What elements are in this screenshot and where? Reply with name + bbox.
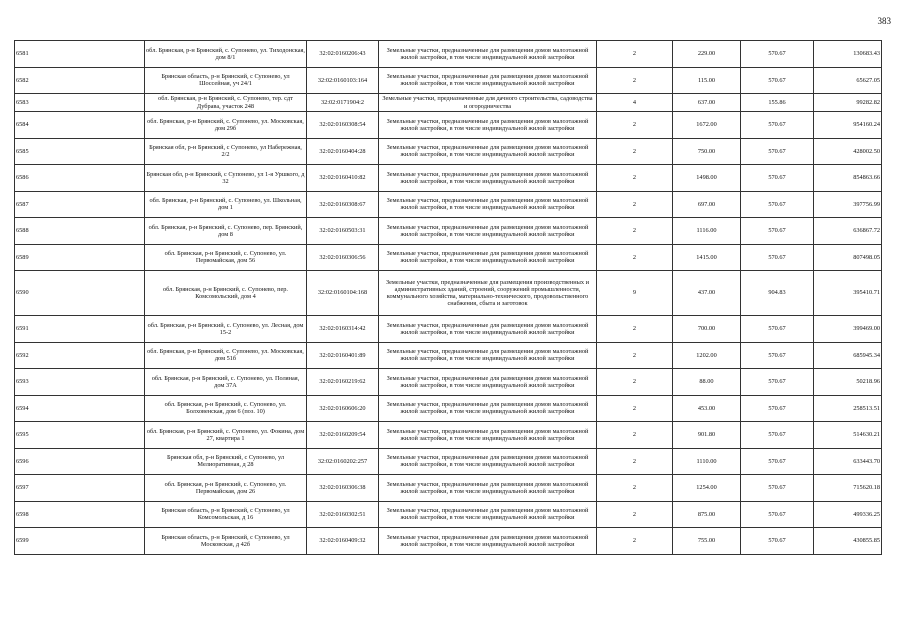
cadastral-number-cell: 32:02:0160103:164 (307, 67, 379, 94)
land-use-cell: Земельные участки, предназначенные для размещения домов малоэтажной жилой застройки, в том числе индивидуальной жилой застройки (379, 342, 597, 369)
table-row (15, 395, 882, 422)
row-number: 6586 (15, 165, 145, 192)
table-row (15, 218, 882, 245)
area-cell: 115.00 (673, 67, 741, 94)
cadastral-value-cell: 395410.71 (814, 271, 882, 316)
table-row (15, 271, 882, 316)
cadastral-value-cell: 399469.00 (814, 316, 882, 343)
address-cell: обл. Брянская, р-н Брянский, с. Супонево, ул. Поляная, дом 37А (145, 369, 307, 396)
class-cell: 2 (597, 448, 673, 475)
specific-value-cell: 570.67 (741, 244, 814, 271)
class-cell: 2 (597, 67, 673, 94)
table-row (15, 528, 882, 555)
land-use-cell: Земельные участки, предназначенные для размещения домов малоэтажной жилой застройки, в том числе индивидуальной жилой застройки (379, 395, 597, 422)
class-cell: 2 (597, 395, 673, 422)
land-use-cell: Земельные участки, предназначенные для размещения домов малоэтажной жилой застройки, в том числе индивидуальной жилой застройки (379, 475, 597, 502)
specific-value-cell: 570.67 (741, 395, 814, 422)
specific-value-cell: 570.67 (741, 165, 814, 192)
area-cell: 229.00 (673, 41, 741, 68)
address-cell: обл. Брянская, р-н Брянский, с. Супонево, ул. Первомайская, дом 56 (145, 244, 307, 271)
page-number: 383 (877, 16, 891, 26)
row-number: 6597 (15, 475, 145, 502)
area-cell: 755.00 (673, 528, 741, 555)
cadastral-number-cell: 32:02:0160401:89 (307, 342, 379, 369)
land-use-cell: Земельные участки, предназначенные для размещения домов малоэтажной жилой застройки, в том числе индивидуальной жилой застройки (379, 369, 597, 396)
table-row (15, 369, 882, 396)
land-use-cell: Земельные участки, предназначенные для размещения домов малоэтажной жилой застройки, в том числе индивидуальной жилой застройки (379, 138, 597, 165)
cadastral-number-cell: 32:02:0160503:31 (307, 218, 379, 245)
address-cell: обл. Брянская, р-н Брянский, с. Супонево, ул. Болховенская, дом 6 (поз. 10) (145, 395, 307, 422)
cadastral-number-cell: 32:02:0160206:43 (307, 41, 379, 68)
cadastral-value-table (14, 40, 882, 555)
land-use-cell: Земельные участки, предназначенные для размещения домов малоэтажной жилой застройки, в том числе индивидуальной жилой застройки (379, 528, 597, 555)
address-cell: Брянская обл, р-н Брянский, с Супонево, ул Набережная, 2/2 (145, 138, 307, 165)
specific-value-cell: 570.67 (741, 112, 814, 139)
specific-value-cell: 155.86 (741, 94, 814, 112)
row-number: 6590 (15, 271, 145, 316)
area-cell: 453.00 (673, 395, 741, 422)
cadastral-number-cell: 32:02:0160410:82 (307, 165, 379, 192)
cadastral-number-cell: 32:02:0160308:67 (307, 191, 379, 218)
area-cell: 1254.00 (673, 475, 741, 502)
row-number: 6592 (15, 342, 145, 369)
row-number: 6593 (15, 369, 145, 396)
table-row (15, 501, 882, 528)
specific-value-cell: 570.67 (741, 448, 814, 475)
table-row (15, 342, 882, 369)
class-cell: 2 (597, 244, 673, 271)
cadastral-number-cell: 32:02:0160302:51 (307, 501, 379, 528)
table-row (15, 475, 882, 502)
address-cell: Брянская область, р-н Брянский, с Супонево, ул Шоссейная, уч 24/1 (145, 67, 307, 94)
table-body (15, 41, 882, 555)
row-number: 6581 (15, 41, 145, 68)
class-cell: 2 (597, 342, 673, 369)
specific-value-cell: 570.67 (741, 475, 814, 502)
address-cell: обл. Брянская, р-н Брянский, с. Супонево, пер. Комсомольский, дом 4 (145, 271, 307, 316)
specific-value-cell: 570.67 (741, 218, 814, 245)
row-number: 6594 (15, 395, 145, 422)
specific-value-cell: 570.67 (741, 191, 814, 218)
table-row (15, 165, 882, 192)
cadastral-number-cell: 32:02:0160308:54 (307, 112, 379, 139)
specific-value-cell: 904.83 (741, 271, 814, 316)
area-cell: 697.00 (673, 191, 741, 218)
address-cell: Брянская обл, р-н Брянский, с Супонево, ул 1-я Уршкого, д 32 (145, 165, 307, 192)
table-row (15, 448, 882, 475)
class-cell: 2 (597, 528, 673, 555)
land-use-cell: Земельные участки, предназначенные для размещения домов малоэтажной жилой застройки, в том числе индивидуальной жилой застройки (379, 191, 597, 218)
cadastral-value-cell: 499336.25 (814, 501, 882, 528)
class-cell: 4 (597, 94, 673, 112)
cadastral-number-cell: 32:02:0160606:20 (307, 395, 379, 422)
row-number: 6591 (15, 316, 145, 343)
area-cell: 875.00 (673, 501, 741, 528)
cadastral-value-cell: 99282.82 (814, 94, 882, 112)
cadastral-number-cell: 32:02:0160306:56 (307, 244, 379, 271)
specific-value-cell: 570.67 (741, 41, 814, 68)
cadastral-value-cell: 685945.34 (814, 342, 882, 369)
cadastral-value-cell: 715620.18 (814, 475, 882, 502)
class-cell: 2 (597, 422, 673, 449)
land-use-cell: Земельные участки, предназначенные для размещения домов малоэтажной жилой застройки, в том числе индивидуальной жилой застройки (379, 501, 597, 528)
row-number: 6588 (15, 218, 145, 245)
cadastral-number-cell: 32:02:0160404:28 (307, 138, 379, 165)
area-cell: 437.00 (673, 271, 741, 316)
area-cell: 1498.00 (673, 165, 741, 192)
cadastral-value-cell: 514630.21 (814, 422, 882, 449)
land-use-cell: Земельные участки, предназначенные для размещения домов малоэтажной жилой застройки, в том числе индивидуальной жилой застройки (379, 448, 597, 475)
address-cell: обл. Брянская, р-н Брянский, с. Супонево, пер. Брянский, дом 8 (145, 218, 307, 245)
row-number: 6584 (15, 112, 145, 139)
cadastral-value-cell: 854863.66 (814, 165, 882, 192)
land-use-cell: Земельные участки, предназначенные для размещения производственных и административных зданий, строений, сооружений промышленности, коммунального хозяйства, материально-технического, продовольственного снабжения, сбыта и заготовок (379, 271, 597, 316)
area-cell: 901.80 (673, 422, 741, 449)
cadastral-value-cell: 65627.05 (814, 67, 882, 94)
class-cell: 2 (597, 218, 673, 245)
row-number: 6589 (15, 244, 145, 271)
land-use-cell: Земельные участки, предназначенные для размещения домов малоэтажной жилой застройки, в том числе индивидуальной жилой застройки (379, 422, 597, 449)
table-row (15, 112, 882, 139)
class-cell: 2 (597, 165, 673, 192)
address-cell: обл. Брянская, р-н Брянский, с. Супонево, ул. Фокина, дом 27, квартира 1 (145, 422, 307, 449)
row-number: 6596 (15, 448, 145, 475)
cadastral-number-cell: 32:02:0171904:2 (307, 94, 379, 112)
land-use-cell: Земельные участки, предназначенные для размещения домов малоэтажной жилой застройки, в том числе индивидуальной жилой застройки (379, 67, 597, 94)
cadastral-number-cell: 32:02:0160209:54 (307, 422, 379, 449)
table-row (15, 67, 882, 94)
address-cell: обл. Брянская, р-н Брянский, с. Супонево, ул. Первомайская, дом 26 (145, 475, 307, 502)
land-use-cell: Земельные участки, предназначенные для дачного строительства, садоводства и огородничества (379, 94, 597, 112)
area-cell: 1415.00 (673, 244, 741, 271)
class-cell: 2 (597, 501, 673, 528)
cadastral-value-cell: 636867.72 (814, 218, 882, 245)
cadastral-value-cell: 430855.85 (814, 528, 882, 555)
class-cell: 2 (597, 369, 673, 396)
cadastral-number-cell: 32:02:0160409:32 (307, 528, 379, 555)
cadastral-value-cell: 807498.05 (814, 244, 882, 271)
area-cell: 1116.00 (673, 218, 741, 245)
row-number: 6583 (15, 94, 145, 112)
specific-value-cell: 570.67 (741, 369, 814, 396)
row-number: 6598 (15, 501, 145, 528)
class-cell: 2 (597, 138, 673, 165)
land-use-cell: Земельные участки, предназначенные для размещения домов малоэтажной жилой застройки, в том числе индивидуальной жилой застройки (379, 165, 597, 192)
cadastral-value-cell: 258513.51 (814, 395, 882, 422)
cadastral-value-cell: 130683.43 (814, 41, 882, 68)
table-row (15, 244, 882, 271)
area-cell: 88.00 (673, 369, 741, 396)
cadastral-value-cell: 954160.24 (814, 112, 882, 139)
land-use-cell: Земельные участки, предназначенные для размещения домов малоэтажной жилой застройки, в том числе индивидуальной жилой застройки (379, 244, 597, 271)
cadastral-number-cell: 32:02:0160314:42 (307, 316, 379, 343)
address-cell: Брянская обл, р-н Брянский, с Супонево, ул Мелиоративная, д 28 (145, 448, 307, 475)
table-row (15, 316, 882, 343)
specific-value-cell: 570.67 (741, 422, 814, 449)
land-use-cell: Земельные участки, предназначенные для размещения домов малоэтажной жилой застройки, в том числе индивидуальной жилой застройки (379, 41, 597, 68)
row-number: 6587 (15, 191, 145, 218)
class-cell: 2 (597, 41, 673, 68)
row-number: 6599 (15, 528, 145, 555)
class-cell: 2 (597, 475, 673, 502)
specific-value-cell: 570.67 (741, 138, 814, 165)
class-cell: 2 (597, 112, 673, 139)
cadastral-number-cell: 32:02:0160306:38 (307, 475, 379, 502)
land-use-cell: Земельные участки, предназначенные для размещения домов малоэтажной жилой застройки, в том числе индивидуальной жилой застройки (379, 316, 597, 343)
area-cell: 750.00 (673, 138, 741, 165)
cadastral-value-cell: 397756.99 (814, 191, 882, 218)
address-cell: обл. Брянская, р-н Брянский, с. Супонево, тер. сдт Дубрава, участок 248 (145, 94, 307, 112)
specific-value-cell: 570.67 (741, 342, 814, 369)
row-number: 6595 (15, 422, 145, 449)
table-row (15, 191, 882, 218)
class-cell: 2 (597, 316, 673, 343)
address-cell: обл. Брянская, р-н Брянский, с. Супонево, ул. Московская, дом 29б (145, 112, 307, 139)
specific-value-cell: 570.67 (741, 528, 814, 555)
area-cell: 637.00 (673, 94, 741, 112)
area-cell: 1202.00 (673, 342, 741, 369)
address-cell: обл. Брянская, р-н Брянский, с. Супонево, ул. Школьная, дом 1 (145, 191, 307, 218)
row-number: 6585 (15, 138, 145, 165)
specific-value-cell: 570.67 (741, 316, 814, 343)
class-cell: 9 (597, 271, 673, 316)
address-cell: Брянская область, р-н Брянский, с Супонево, ул Комсомольская, д 16 (145, 501, 307, 528)
specific-value-cell: 570.67 (741, 501, 814, 528)
land-use-cell: Земельные участки, предназначенные для размещения домов малоэтажной жилой застройки, в том числе индивидуальной жилой застройки (379, 218, 597, 245)
area-cell: 1110.00 (673, 448, 741, 475)
cadastral-value-cell: 50218.96 (814, 369, 882, 396)
land-use-cell: Земельные участки, предназначенные для размещения домов малоэтажной жилой застройки, в том числе индивидуальной жилой застройки (379, 112, 597, 139)
area-cell: 700.00 (673, 316, 741, 343)
specific-value-cell: 570.67 (741, 67, 814, 94)
table-row (15, 422, 882, 449)
cadastral-value-cell: 633443.70 (814, 448, 882, 475)
address-cell: Брянская область, р-н Брянский, с Супонево, ул Московская, д 42б (145, 528, 307, 555)
cadastral-value-cell: 428002.50 (814, 138, 882, 165)
cadastral-number-cell: 32:02:0160104:168 (307, 271, 379, 316)
table-row (15, 41, 882, 68)
address-cell: обл. Брянская, р-н Брянский, с. Супонево, ул. Тиходонская, дом 8/1 (145, 41, 307, 68)
table-row (15, 94, 882, 112)
table-row (15, 138, 882, 165)
class-cell: 2 (597, 191, 673, 218)
row-number: 6582 (15, 67, 145, 94)
address-cell: обл. Брянская, р-н Брянский, с. Супонево, ул. Лесная, дом 15-2 (145, 316, 307, 343)
cadastral-number-cell: 32:02:0160219:62 (307, 369, 379, 396)
address-cell: обл. Брянская, р-н Брянский, с. Супонево, ул. Московская, дом 51б (145, 342, 307, 369)
cadastral-number-cell: 32:02:0160202:257 (307, 448, 379, 475)
area-cell: 1672.00 (673, 112, 741, 139)
